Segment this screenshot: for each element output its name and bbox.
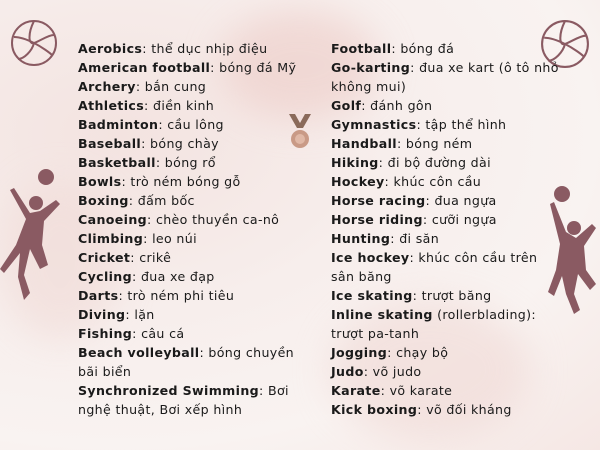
vietnamese-meaning: trượt băng xyxy=(421,288,492,303)
vietnamese-meaning: cưỡi ngựa xyxy=(431,212,497,227)
vocabulary-entry: Cycling: đua xe đạp xyxy=(78,269,215,284)
vietnamese-meaning: đi săn xyxy=(399,231,440,246)
vietnamese-meaning: đua ngựa xyxy=(434,193,497,208)
vocabulary-entry: Diving: lặn xyxy=(78,307,155,322)
sport-term: Golf xyxy=(331,98,362,113)
vietnamese-meaning: câu cá xyxy=(141,326,185,341)
sport-term: Diving xyxy=(78,307,126,322)
vietnamese-meaning: điền kinh xyxy=(153,98,215,113)
vietnamese-meaning: khúc côn cầu trên sân băng xyxy=(331,250,538,284)
vietnamese-meaning: chèo thuyền ca-nô xyxy=(155,212,280,227)
vocabulary-entry: Cricket: crikê xyxy=(78,250,172,265)
volleyball-player-icon xyxy=(0,165,75,310)
vocabulary-entry: Aerobics: thể dục nhịp điệu xyxy=(78,41,268,56)
vietnamese-meaning: đấm bốc xyxy=(137,193,195,208)
vocabulary-entry: Ice hockey: khúc côn cầu trên sân băng xyxy=(331,250,538,284)
vocabulary-entry: Karate: võ karate xyxy=(331,383,453,398)
vietnamese-meaning: trò ném bóng gỗ xyxy=(130,174,241,189)
vietnamese-meaning: đua xe đạp xyxy=(140,269,215,284)
sport-term: Beach volleyball xyxy=(78,345,200,360)
vietnamese-meaning: đánh gôn xyxy=(370,98,433,113)
vocabulary-entry: Basketball: bóng rổ xyxy=(78,155,216,170)
right-vocabulary-list xyxy=(331,39,561,419)
sport-term: Boxing xyxy=(78,193,129,208)
sport-term: Badminton xyxy=(78,117,159,132)
sport-term: Horse riding xyxy=(331,212,423,227)
sport-term: Darts xyxy=(78,288,119,303)
vietnamese-meaning: bóng chuyền bãi biển xyxy=(78,345,295,379)
sport-term: Bowls xyxy=(78,174,122,189)
vocabulary-entry: Horse racing: đua ngựa xyxy=(331,193,497,208)
vietnamese-meaning: võ đối kháng xyxy=(426,402,512,417)
vocabulary-entry: Hiking: đi bộ đường dài xyxy=(331,155,491,170)
vietnamese-meaning: võ judo xyxy=(372,364,422,379)
sport-term: Inline skating xyxy=(331,307,433,322)
sport-term: Aerobics xyxy=(78,41,143,56)
vocabulary-entry: Hunting: đi săn xyxy=(331,231,440,246)
sport-term: Hockey xyxy=(331,174,385,189)
vietnamese-meaning: lặn xyxy=(134,307,155,322)
vietnamese-meaning: võ karate xyxy=(389,383,453,398)
vietnamese-meaning: leo núi xyxy=(152,231,197,246)
vocabulary-entry: American football: bóng đá Mỹ xyxy=(78,60,297,75)
sport-term: Archery xyxy=(78,79,136,94)
vietnamese-meaning: đua xe kart (ô tô nhỏ không mui) xyxy=(331,60,559,94)
sport-term: Judo xyxy=(331,364,364,379)
sport-term: Synchronized Swimming xyxy=(78,383,260,398)
sport-term: Karate xyxy=(331,383,381,398)
vocabulary-entry xyxy=(331,305,561,343)
vietnamese-meaning: bóng ném xyxy=(405,136,473,151)
vietnamese-meaning: bắn cung xyxy=(144,79,207,94)
vocabulary-entry: Judo: võ judo xyxy=(331,364,422,379)
sport-term: Climbing xyxy=(78,231,144,246)
vietnamese-meaning: đi bộ đường dài xyxy=(387,155,491,170)
vietnamese-meaning: crikê xyxy=(139,250,172,265)
vocabulary-entry: Athletics: điền kinh xyxy=(78,98,215,113)
sport-term: Ice hockey xyxy=(331,250,410,265)
vocabulary-entry: Synchronized Swimming: Bơi nghệ thuật, Bơi xếp hình xyxy=(78,383,289,417)
sport-term: Baseball xyxy=(78,136,142,151)
vocabulary-entry: Jogging: chạy bộ xyxy=(331,345,449,360)
sport-term: Kick boxing xyxy=(331,402,418,417)
vocabulary-entry: Badminton: cầu lông xyxy=(78,117,224,132)
vietnamese-meaning: bóng đá Mỹ xyxy=(219,60,297,75)
vocabulary-entry: Ice skating: trượt băng xyxy=(331,288,492,303)
sport-term: Horse racing xyxy=(331,193,426,208)
vietnamese-meaning: cầu lông xyxy=(167,117,224,132)
sport-term: Basketball xyxy=(78,155,156,170)
sport-term: Cycling xyxy=(78,269,132,284)
sport-term: Cricket xyxy=(78,250,131,265)
sport-term: Athletics xyxy=(78,98,145,113)
vocabulary-entry: Kick boxing: võ đối kháng xyxy=(331,402,512,417)
vietnamese-meaning: (rollerblading): trượt pa-tanh xyxy=(331,307,537,341)
vocabulary-entry: Gymnastics: tập thể hình xyxy=(331,117,507,132)
sport-term: Jogging xyxy=(331,345,388,360)
vocabulary-entry: Football: bóng đá xyxy=(331,41,455,56)
vocabulary-entry: Bowls: trò ném bóng gỗ xyxy=(78,174,241,189)
vietnamese-meaning: bóng rổ xyxy=(164,155,216,170)
vocabulary-entry: Canoeing: chèo thuyền ca-nô xyxy=(78,212,280,227)
vocabulary-entry: Darts: trò ném phi tiêu xyxy=(78,288,235,303)
sport-term: Canoeing xyxy=(78,212,147,227)
sport-term: Hunting xyxy=(331,231,391,246)
vietnamese-meaning: tập thể hình xyxy=(425,117,507,132)
sport-term: Fishing xyxy=(78,326,133,341)
volleyball-icon xyxy=(10,19,58,67)
vocabulary-entry: Archery: bắn cung xyxy=(78,79,207,94)
sport-term: Football xyxy=(331,41,392,56)
vocabulary-entry: Go-karting: đua xe kart (ô tô nhỏ không mui) xyxy=(331,60,559,94)
vocabulary-entry: Boxing: đấm bốc xyxy=(78,193,195,208)
vocabulary-entry: Golf: đánh gôn xyxy=(331,98,433,113)
vocabulary-entry: Horse riding: cưỡi ngựa xyxy=(331,212,497,227)
vocabulary-entry: Handball: bóng ném xyxy=(331,136,473,151)
vietnamese-meaning: Bơi nghệ thuật, Bơi xếp hình xyxy=(78,383,289,417)
sport-term: Go-karting xyxy=(331,60,411,75)
vocabulary-entry: Beach volleyball: bóng chuyền bãi biển xyxy=(78,345,295,379)
vietnamese-meaning: khúc côn cầu xyxy=(393,174,482,189)
vocabulary-entry: Fishing: câu cá xyxy=(78,326,185,341)
vocabulary-entry: Baseball: bóng chày xyxy=(78,136,219,151)
sport-term: American football xyxy=(78,60,211,75)
sport-term: Gymnastics xyxy=(331,117,417,132)
vietnamese-meaning: chạy bộ xyxy=(396,345,449,360)
sport-term: Ice skating xyxy=(331,288,413,303)
vocabulary-entry: Climbing: leo núi xyxy=(78,231,197,246)
vietnamese-meaning: bóng đá xyxy=(400,41,455,56)
sport-term: Hiking xyxy=(331,155,379,170)
sport-term: Handball xyxy=(331,136,397,151)
vietnamese-meaning: trò ném phi tiêu xyxy=(127,288,235,303)
vocabulary-entry: Hockey: khúc côn cầu xyxy=(331,174,482,189)
left-vocabulary-list xyxy=(78,39,318,419)
vietnamese-meaning: bóng chày xyxy=(150,136,219,151)
vietnamese-meaning: thể dục nhịp điệu xyxy=(151,41,268,56)
